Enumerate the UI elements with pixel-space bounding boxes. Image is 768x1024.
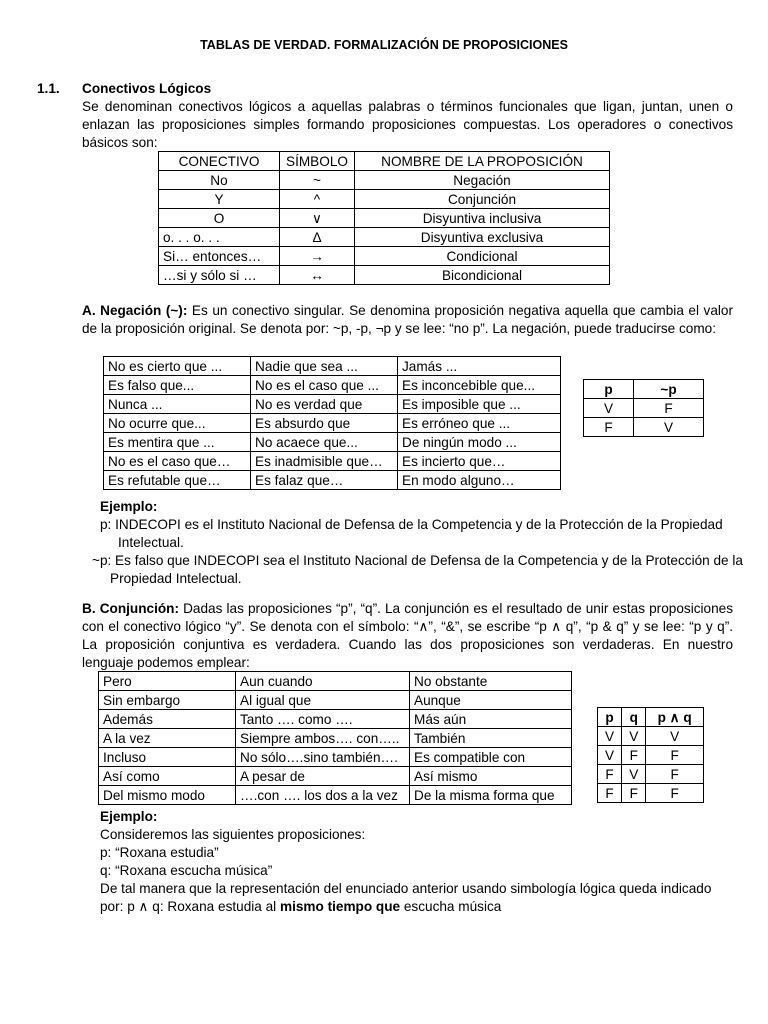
conjunction-text: Dadas las proposiciones “p”, “q”. La conjunción es el resultado de unir estas proposiciones con el conectivo lógico “y”. Se denota con el símbolo: “∧”, “&”, se escribe “p ∧ q”, “p & q” y se lee: “p y q”. La proposición conjuntiva es verdadera. Cuando las dos proposiciones son verdaderas. En nuestro lenguaje podemos emplear:: [82, 601, 734, 670]
col-header: SÍMBOLO: [280, 152, 355, 171]
table-row: V F: [584, 399, 704, 418]
table-row: o. . . o. . . Δ Disyuntiva exclusiva: [159, 228, 610, 247]
table-row: A la vez Siempre ambos…. con….. También: [99, 729, 572, 748]
connectives-table: [158, 151, 610, 285]
table-row: V V V: [598, 727, 704, 746]
table-row: No es cierto que ... Nadie que sea ... Jamás ...: [104, 357, 561, 376]
conjunction-phrases-table: [98, 671, 572, 805]
table-row: Es mentira que ... No acaece que... De ningún modo ...: [104, 433, 561, 452]
section-title: Conectivos Lógicos: [82, 81, 212, 96]
table-row: F F F: [598, 784, 704, 803]
table-row: Además Tanto …. como …. Más aún: [99, 710, 572, 729]
conjunction-example-q: q: “Roxana escucha música”: [100, 863, 273, 878]
table-row: F V: [584, 418, 704, 437]
negation-paragraph: [82, 302, 733, 338]
col-header: CONECTIVO: [159, 152, 280, 171]
conjunction-example-label: Ejemplo:: [100, 809, 158, 824]
negation-example-p: p: INDECOPI es el Instituto Nacional de Defensa de la Competencia y de la Protección de la Propiedad Intelectual.: [100, 517, 723, 550]
conjunction-truth-table: p q p ∧ q V V V V F F F V F F F F: [597, 707, 704, 803]
table-row: V F F: [598, 746, 704, 765]
document-title: TABLAS DE VERDAD. FORMALIZACIÓN DE PROPOSICIONES: [200, 38, 568, 52]
table-row: Y ^ Conjunción: [159, 190, 610, 209]
table-row: F V F: [598, 765, 704, 784]
table-row: Sin embargo Al igual que Aunque: [99, 691, 572, 710]
table-row: No es el caso que… Es inadmisible que… Es incierto que…: [104, 452, 561, 471]
table-row: O ∨ Disyuntiva inclusiva: [159, 209, 610, 228]
conjunction-label: B. Conjunción:: [82, 601, 179, 616]
negation-example-label: Ejemplo:: [100, 499, 158, 514]
section-number: 1.1.: [37, 81, 60, 96]
negation-phrases-table: [103, 356, 561, 490]
table-row: No ~ Negación: [159, 171, 610, 190]
negation-example-notp: ~p: Es falso que INDECOPI sea el Instituto Nacional de Defensa de la Competencia y de la Protección de la Propiedad Intelectual.: [92, 553, 743, 586]
conjunction-example-conclusion: De tal manera que la representación del enunciado anterior usando simbología lógica queda indicado por: p ∧ q: Roxana estudia al mismo tiempo que escucha música: [100, 881, 712, 914]
negation-text: Es un conectivo singular. Se denomina proposición negativa aquella que cambia el valor de la proposición original. Se denota por: ~p, -p, ¬p y se lee: “no p”. La negación, puede traducirse como:: [82, 303, 733, 336]
table-row: No ocurre que... Es absurdo que Es erróneo que ...: [104, 414, 561, 433]
table-row: Es falso que... No es el caso que ... Es inconcebible que...: [104, 376, 561, 395]
table-row: Pero Aun cuando No obstante: [99, 672, 572, 691]
negation-truth-table: p ~p V F F V: [583, 379, 704, 437]
col-header: NOMBRE DE LA PROPOSICIÓN: [355, 152, 610, 171]
table-row: Es refutable que… Es falaz que… En modo alguno…: [104, 471, 561, 490]
conjunction-example-intro: Consideremos las siguientes proposiciones:: [100, 827, 366, 842]
intro-paragraph: Se denominan conectivos lógicos a aquellas palabras o términos funcionales que ligan, juntan, unen o enlazan las proposiciones simples formando proposiciones compuestas. Los operadores o conectivos básicos son:: [82, 99, 733, 150]
negation-label: A. Negación (~):: [82, 303, 188, 318]
table-row: Si… entonces… → Condicional: [159, 247, 610, 266]
table-row: …si y sólo si … ↔ Bicondicional: [159, 266, 610, 285]
table-row: Así como A pesar de Así mismo: [99, 767, 572, 786]
conjunction-example-p: p: “Roxana estudia”: [100, 845, 219, 860]
table-row: Del mismo modo ….con …. los dos a la vez De la misma forma que: [99, 786, 572, 805]
table-row: Nunca ... No es verdad que Es imposible que ...: [104, 395, 561, 414]
conjunction-paragraph: [82, 600, 733, 672]
table-row: Incluso No sólo….sino también…. Es compatible con: [99, 748, 572, 767]
